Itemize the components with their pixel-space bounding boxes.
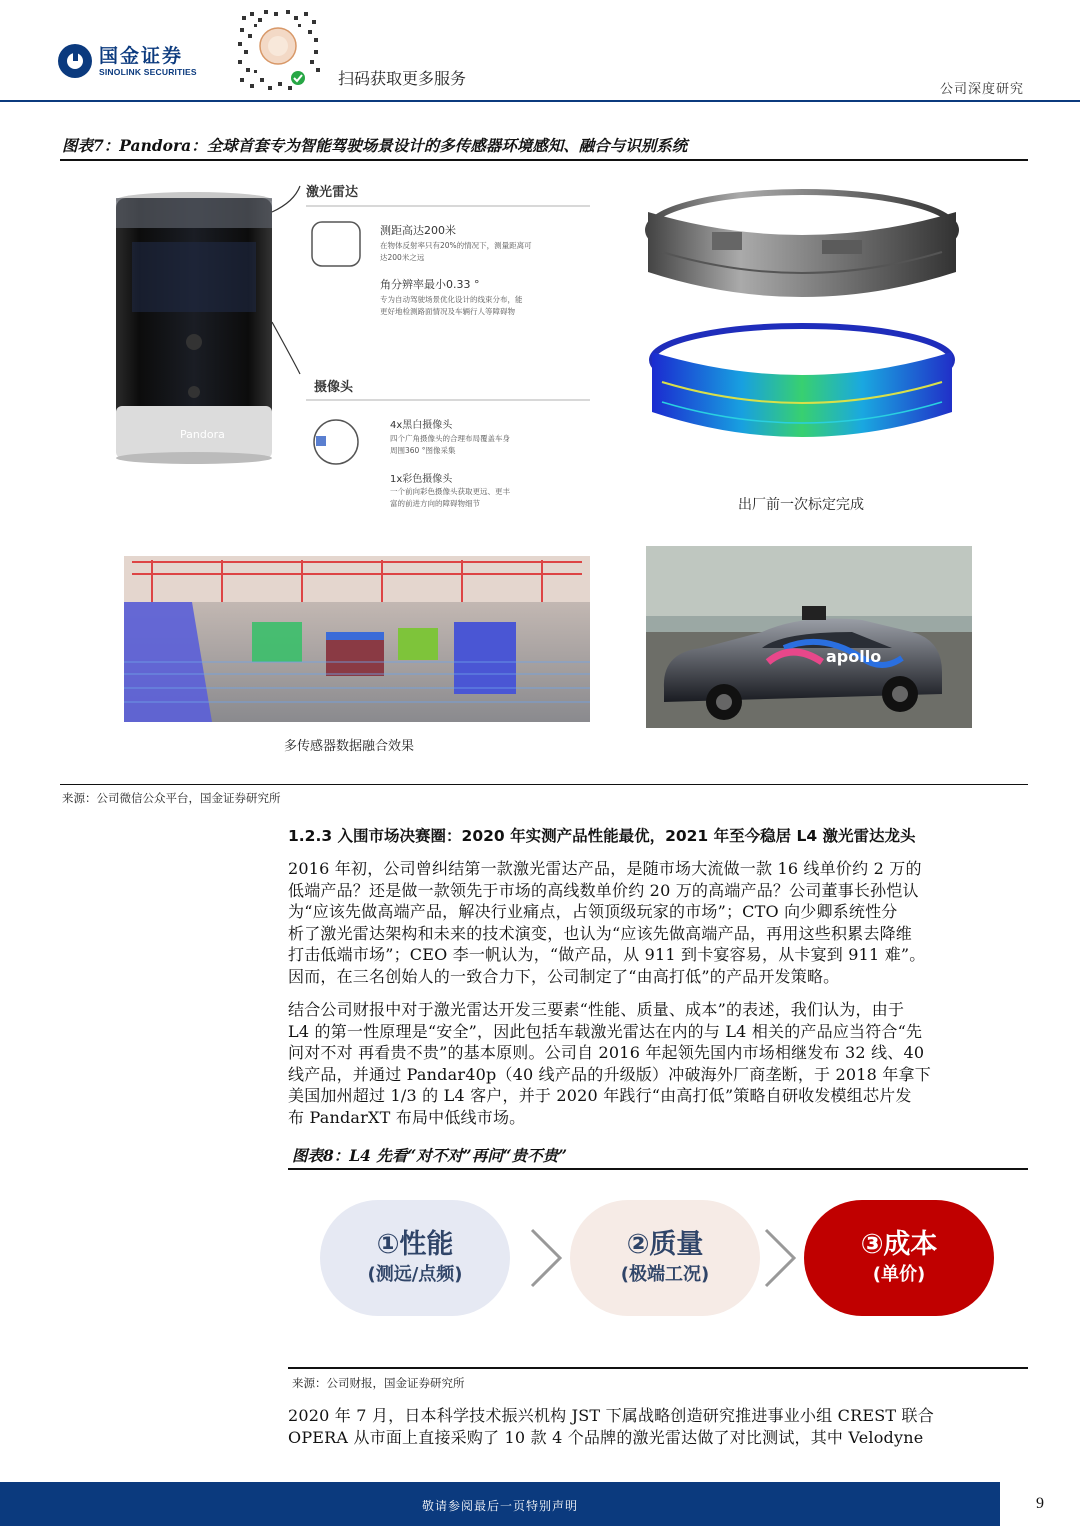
qr-code-icon[interactable] (234, 6, 322, 94)
figure8-top-rule (288, 1168, 1028, 1170)
panorama-ring-image (648, 192, 956, 297)
paragraph-1 (288, 858, 1028, 988)
bw-camera-desc-1: 四个广角摄像头的合理布局覆盖车身 (390, 434, 510, 443)
step-quality-sub: (极端工况) (620, 1264, 710, 1285)
paragraph-1-line: 为“应该先做高端产品，解决行业痛点，占领顶级玩家的市场”；CTO 向少卿系统性分 (288, 902, 898, 922)
figure7-top-rule (60, 159, 1028, 161)
company-logo (58, 44, 197, 78)
step-cost (804, 1200, 994, 1316)
step-performance-title: ①性能 (376, 1229, 454, 1260)
resolution-desc-1: 专为自动驾驶场景优化设计的线束分布，能 (380, 295, 523, 304)
pandora-device-illustration (116, 192, 272, 464)
device-label: Pandora (180, 428, 225, 441)
paragraph-3 (288, 1405, 1028, 1448)
step-cost-title: ③成本 (860, 1229, 938, 1260)
car-brand-label: apollo (826, 647, 882, 666)
figure7-source: 来源：公司微信公众平台，国金证券研究所 (62, 791, 281, 805)
step-quality-title: ②质量 (626, 1229, 704, 1260)
figure7-title: 图表7：Pandora：全球首套专为智能驾驶场景设计的多传感器环境感知、融合与识别系统 (62, 136, 688, 155)
chevron-right-icon (762, 1226, 800, 1290)
footer-disclaimer[interactable]: 敬请参阅最后一页特别声明 (421, 1499, 578, 1513)
paragraph-1-line: 打击低端市场”；CEO 李一帆认为，“做产品，从 911 到卡宴容易，从卡宴到 911 难”。 (288, 945, 926, 965)
paragraph-2-line: 结合公司财报中对于激光雷达开发三要素“性能、质量、成本”的表述，我们认为，由于 (288, 1000, 905, 1019)
bw-camera-desc-2: 周围360 °图像采集 (390, 446, 456, 455)
apollo-car-photo (646, 546, 972, 728)
report-type-label: 公司深度研究 (939, 82, 1024, 97)
range-desc-2: 达200米之远 (380, 253, 425, 262)
paragraph-2-line: 线产品，并通过 Pandar40p（40 线产品的升级版）冲破海外厂商垄断，于 2018 年拿下 (288, 1064, 931, 1084)
figure7-bottom-rule (60, 784, 1028, 785)
range-desc-1: 在物体反射率只有20%的情况下，测量距离可 (380, 241, 532, 250)
color-camera-desc-1: 一个前向彩色摄像头获取更远、更丰 (390, 487, 510, 496)
step-cost-sub: (单价) (872, 1264, 926, 1285)
paragraph-1-line: 析了激光雷达架构和未来的技术演变，也认为“应该先做高端产品，再用这些积累去降维 (288, 923, 912, 943)
color-camera-desc-2: 富的前进方向的障碍物细节 (390, 499, 480, 508)
logo-cn-text: 国金证券 (99, 45, 184, 67)
step-performance-sub: (测远/点频) (367, 1264, 463, 1285)
logo-en-text: SINOLINK SECURITIES (99, 67, 197, 77)
page-header (0, 0, 1080, 102)
step-performance (320, 1200, 510, 1316)
paragraph-3-line: OPERA 从市面上直接采购了 10 款 4 个品牌的激光雷达做了对比测试，其中 Velodyne (288, 1427, 924, 1447)
qr-caption: 扫码获取更多服务 (338, 69, 467, 88)
paragraph-2-line: 布 PandarXT 布局中低线市场。 (288, 1107, 526, 1127)
step-quality (570, 1200, 760, 1316)
paragraph-1-line: 因而，在三名创始人的一致合力下，公司制定了“由高打低”的产品开发策略。 (288, 966, 840, 986)
section-heading: 1.2.3 入围市场决赛圈：2020 年实测产品性能最优，2021 年至今稳居 L4 激光雷达龙头 (288, 827, 916, 845)
fusion-road-scene (124, 556, 590, 722)
range-title: 测距高达200米 (380, 224, 456, 237)
figure8-source: 来源：公司财报，国金证券研究所 (292, 1376, 465, 1390)
color-camera-title: 1x彩色摄像头 (390, 474, 453, 485)
bw-camera-title: 4x黑白摄像头 (390, 420, 453, 431)
calibration-heat-ring (652, 326, 952, 437)
calibration-caption: 出厂前一次标定完成 (738, 497, 864, 513)
paragraph-2-line: 美国加州超过 1/3 的 L4 客户，并于 2020 年践行“由高打低”策略自研收发模组芯片发 (288, 1086, 912, 1106)
figure8-bottom-rule (288, 1367, 1028, 1369)
paragraph-2-line: 问对不对 再看贵不贵”的基本原则。公司自 2016 年起领先国内市场相继发布 32 线、40 (288, 1043, 925, 1063)
chevron-right-icon (528, 1226, 566, 1290)
paragraph-1-line: 2016 年初，公司曾纠结第一款激光雷达产品，是随市场大流做一款 16 线单价约 2 万的 (288, 859, 922, 878)
page-number: 9 (1036, 1495, 1044, 1512)
paragraph-2-line: L4 的第一性原理是“安全”，因此包括车载激光雷达在内的与 L4 相关的产品应当符合“先 (288, 1021, 923, 1041)
logo-mark-icon (58, 44, 92, 78)
lidar-heading: 激光雷达 (306, 185, 359, 200)
paragraph-1-line: 低端产品？还是做一款领先于市场的高线数单价约 20 万的高端产品？公司董事长孙恺认 (288, 880, 919, 900)
paragraph-3-line: 2020 年 7 月，日本科学技术振兴机构 JST 下属战略创造研究推进事业小组 CREST 联合 (288, 1406, 934, 1425)
resolution-desc-2: 更好地检测路面情况及车辆行人等障碍物 (380, 307, 515, 316)
header-divider (0, 100, 1080, 102)
figure7-image-panel (62, 162, 1028, 780)
resolution-title: 角分辨率最小0.33 ° (380, 278, 480, 291)
camera-heading: 摄像头 (314, 380, 354, 395)
paragraph-2 (288, 999, 1028, 1129)
figure8-title: 图表8：L4 先看“对不对”再问“贵不贵” (292, 1146, 568, 1165)
fusion-caption: 多传感器数据融合效果 (284, 739, 415, 754)
